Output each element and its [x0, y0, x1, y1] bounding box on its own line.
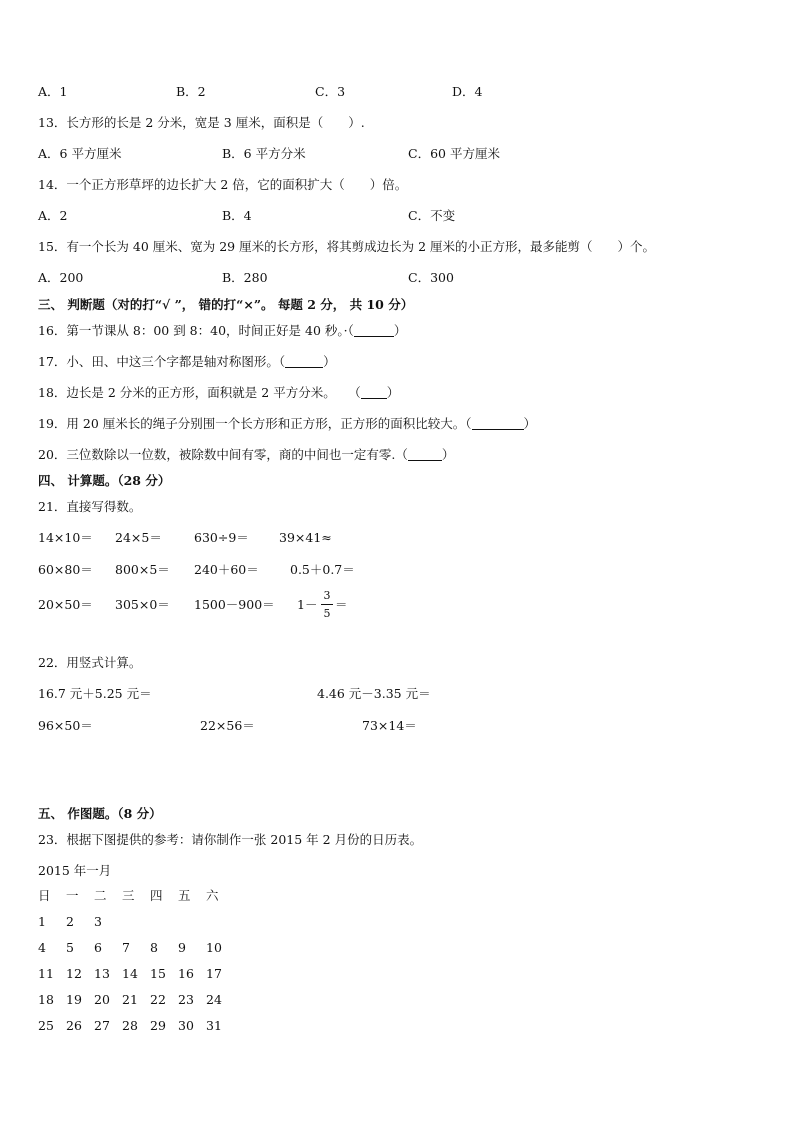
section-3-heading: 三、 判断题（对的打“√ ”， 错的打“×”。 每题 2 分， 共 10 分） [38, 297, 414, 312]
calendar-day: 31 [206, 1018, 222, 1033]
calendar-day: 8 [150, 940, 158, 955]
answer-blank[interactable] [354, 324, 394, 337]
q21-row1-item2: 24×5＝ [115, 530, 162, 545]
calendar-day: 10 [206, 940, 222, 955]
q22-row2-item1: 96×50＝ [38, 718, 93, 733]
calendar-day: 28 [122, 1018, 138, 1033]
fraction-denominator: 5 [323, 607, 331, 620]
calendar-day: 15 [150, 966, 166, 981]
calendar-day: 9 [178, 940, 186, 955]
q22-stem: 22．用竖式计算。 [38, 655, 142, 670]
section-5-heading: 五、 作图题。（8 分） [38, 806, 162, 821]
q20-text: 20．三位数除以一位数，被除数中间有零，商的中间也一定有零.（ [38, 447, 408, 462]
q22-row2-item2: 22×56＝ [200, 718, 255, 733]
answer-blank[interactable] [285, 355, 323, 368]
calendar-day: 20 [94, 992, 110, 1007]
q15-stem: 15．有一个长为 40 厘米、宽为 29 厘米的长方形，将其剪成边长为 2 厘米的小正方形，最多能剪（ ）个。 [38, 239, 656, 254]
q16-text: 16．第一节课从 8：00 到 8：40，时间正好是 40 秒。·（ [38, 323, 354, 338]
calendar-weekday: 二 [94, 888, 107, 903]
paren-close: ） [386, 385, 400, 400]
calendar-day: 23 [178, 992, 194, 1007]
calendar-day: 24 [206, 992, 222, 1007]
calendar-day: 12 [66, 966, 82, 981]
q20 [38, 447, 454, 463]
calendar-weekday: 六 [206, 888, 219, 903]
q19 [38, 416, 536, 432]
calendar-weekday: 四 [150, 888, 163, 903]
q21-row2-item3: 240＋60＝ [194, 562, 259, 577]
section-4-heading: 四、 计算题。（28 分） [38, 473, 171, 488]
q15-option-c: C．300 [408, 270, 454, 285]
calendar-day: 29 [150, 1018, 166, 1033]
calendar-day: 21 [122, 992, 138, 1007]
calendar-weekday: 一 [66, 888, 79, 903]
calendar-day: 1 [38, 914, 46, 929]
fraction-numerator: 3 [323, 589, 331, 602]
calendar-day: 11 [38, 966, 54, 981]
calendar-day: 25 [38, 1018, 54, 1033]
calendar-day: 3 [94, 914, 102, 929]
q17 [38, 354, 336, 370]
q21-stem: 21．直接写得数。 [38, 499, 142, 514]
q14-option-b: B．4 [222, 208, 252, 223]
q15-option-b: B．280 [222, 270, 268, 285]
q13-option-a: A．6 平方厘米 [38, 146, 122, 161]
calendar-day: 6 [94, 940, 102, 955]
calendar-day: 18 [38, 992, 54, 1007]
q17-text: 17．小、田、中这三个字都是轴对称图形。（ [38, 354, 286, 369]
q16 [38, 323, 406, 339]
q13-stem: 13．长方形的长是 2 分米，宽是 3 厘米，面积是（ ）. [38, 115, 365, 130]
q21-row2-item1: 60×80＝ [38, 562, 93, 577]
calendar-day: 14 [122, 966, 138, 981]
calendar-day: 7 [122, 940, 130, 955]
q15-option-a: A．200 [38, 270, 84, 285]
q12-option-c: C．3 [315, 84, 346, 99]
calendar-day: 19 [66, 992, 82, 1007]
answer-blank[interactable] [361, 386, 387, 399]
fraction-equals: ＝ [335, 597, 348, 612]
q22-row2-item3: 73×14＝ [362, 718, 417, 733]
calendar-title: 2015 年一月 [38, 863, 112, 878]
paren-close: ） [441, 447, 455, 462]
q21-row1-item3: 630÷9＝ [194, 530, 249, 545]
q21-row3-item3: 1500－900＝ [194, 597, 275, 612]
calendar-day: 27 [94, 1018, 110, 1033]
q18 [38, 385, 399, 401]
q14-option-a: A．2 [38, 208, 68, 223]
q21-row3-item1: 20×50＝ [38, 597, 93, 612]
paren-close: ） [323, 354, 336, 369]
calendar-day: 22 [150, 992, 166, 1007]
q12-option-b: B．2 [176, 84, 206, 99]
paren-close: ） [523, 416, 537, 431]
paren-close: ） [393, 323, 407, 338]
q12-option-a: A．1 [38, 84, 68, 99]
q12-option-d: D．4 [452, 84, 483, 99]
calendar-weekday: 三 [122, 888, 135, 903]
q22-row1-item2: 4.46 元－3.35 元＝ [317, 686, 431, 701]
q23-stem: 23．根据下图提供的参考：请你制作一张 2015 年 2 月份的日历表。 [38, 832, 423, 847]
calendar-day: 4 [38, 940, 46, 955]
q21-row3-item2: 305×0＝ [115, 597, 170, 612]
answer-blank[interactable] [408, 448, 442, 461]
q21-row1-item4: 39×41≈ [279, 530, 332, 545]
q13-option-b: B．6 平方分米 [222, 146, 306, 161]
q21-row1-item1: 14×10＝ [38, 530, 93, 545]
q18-text: 18．边长是 2 分米的正方形，面积就是 2 平方分米。 （ [38, 385, 361, 400]
q21-row2-item4: 0.5＋0.7＝ [290, 562, 355, 577]
calendar-day: 30 [178, 1018, 194, 1033]
q14-option-c: C．不变 [408, 208, 456, 223]
answer-blank[interactable] [472, 417, 524, 430]
calendar-day: 26 [66, 1018, 82, 1033]
q19-text: 19．用 20 厘米长的绳子分别围一个长方形和正方形，正方形的面积比较大。（ [38, 416, 472, 431]
calendar-day: 17 [206, 966, 222, 981]
fraction-bar [321, 604, 333, 605]
calendar-day: 2 [66, 914, 74, 929]
calendar-weekday: 五 [178, 888, 191, 903]
q22-row1-item1: 16.7 元＋5.25 元＝ [38, 686, 152, 701]
fraction-whole-part: 1－ [297, 597, 318, 612]
calendar-day: 16 [178, 966, 194, 981]
q21-row2-item2: 800×5＝ [115, 562, 170, 577]
calendar-day: 13 [94, 966, 110, 981]
q14-stem: 14．一个正方形草坪的边长扩大 2 倍，它的面积扩大（ ）倍。 [38, 177, 408, 192]
calendar-weekday: 日 [38, 888, 51, 903]
q13-option-c: C．60 平方厘米 [408, 146, 500, 161]
calendar-day: 5 [66, 940, 74, 955]
